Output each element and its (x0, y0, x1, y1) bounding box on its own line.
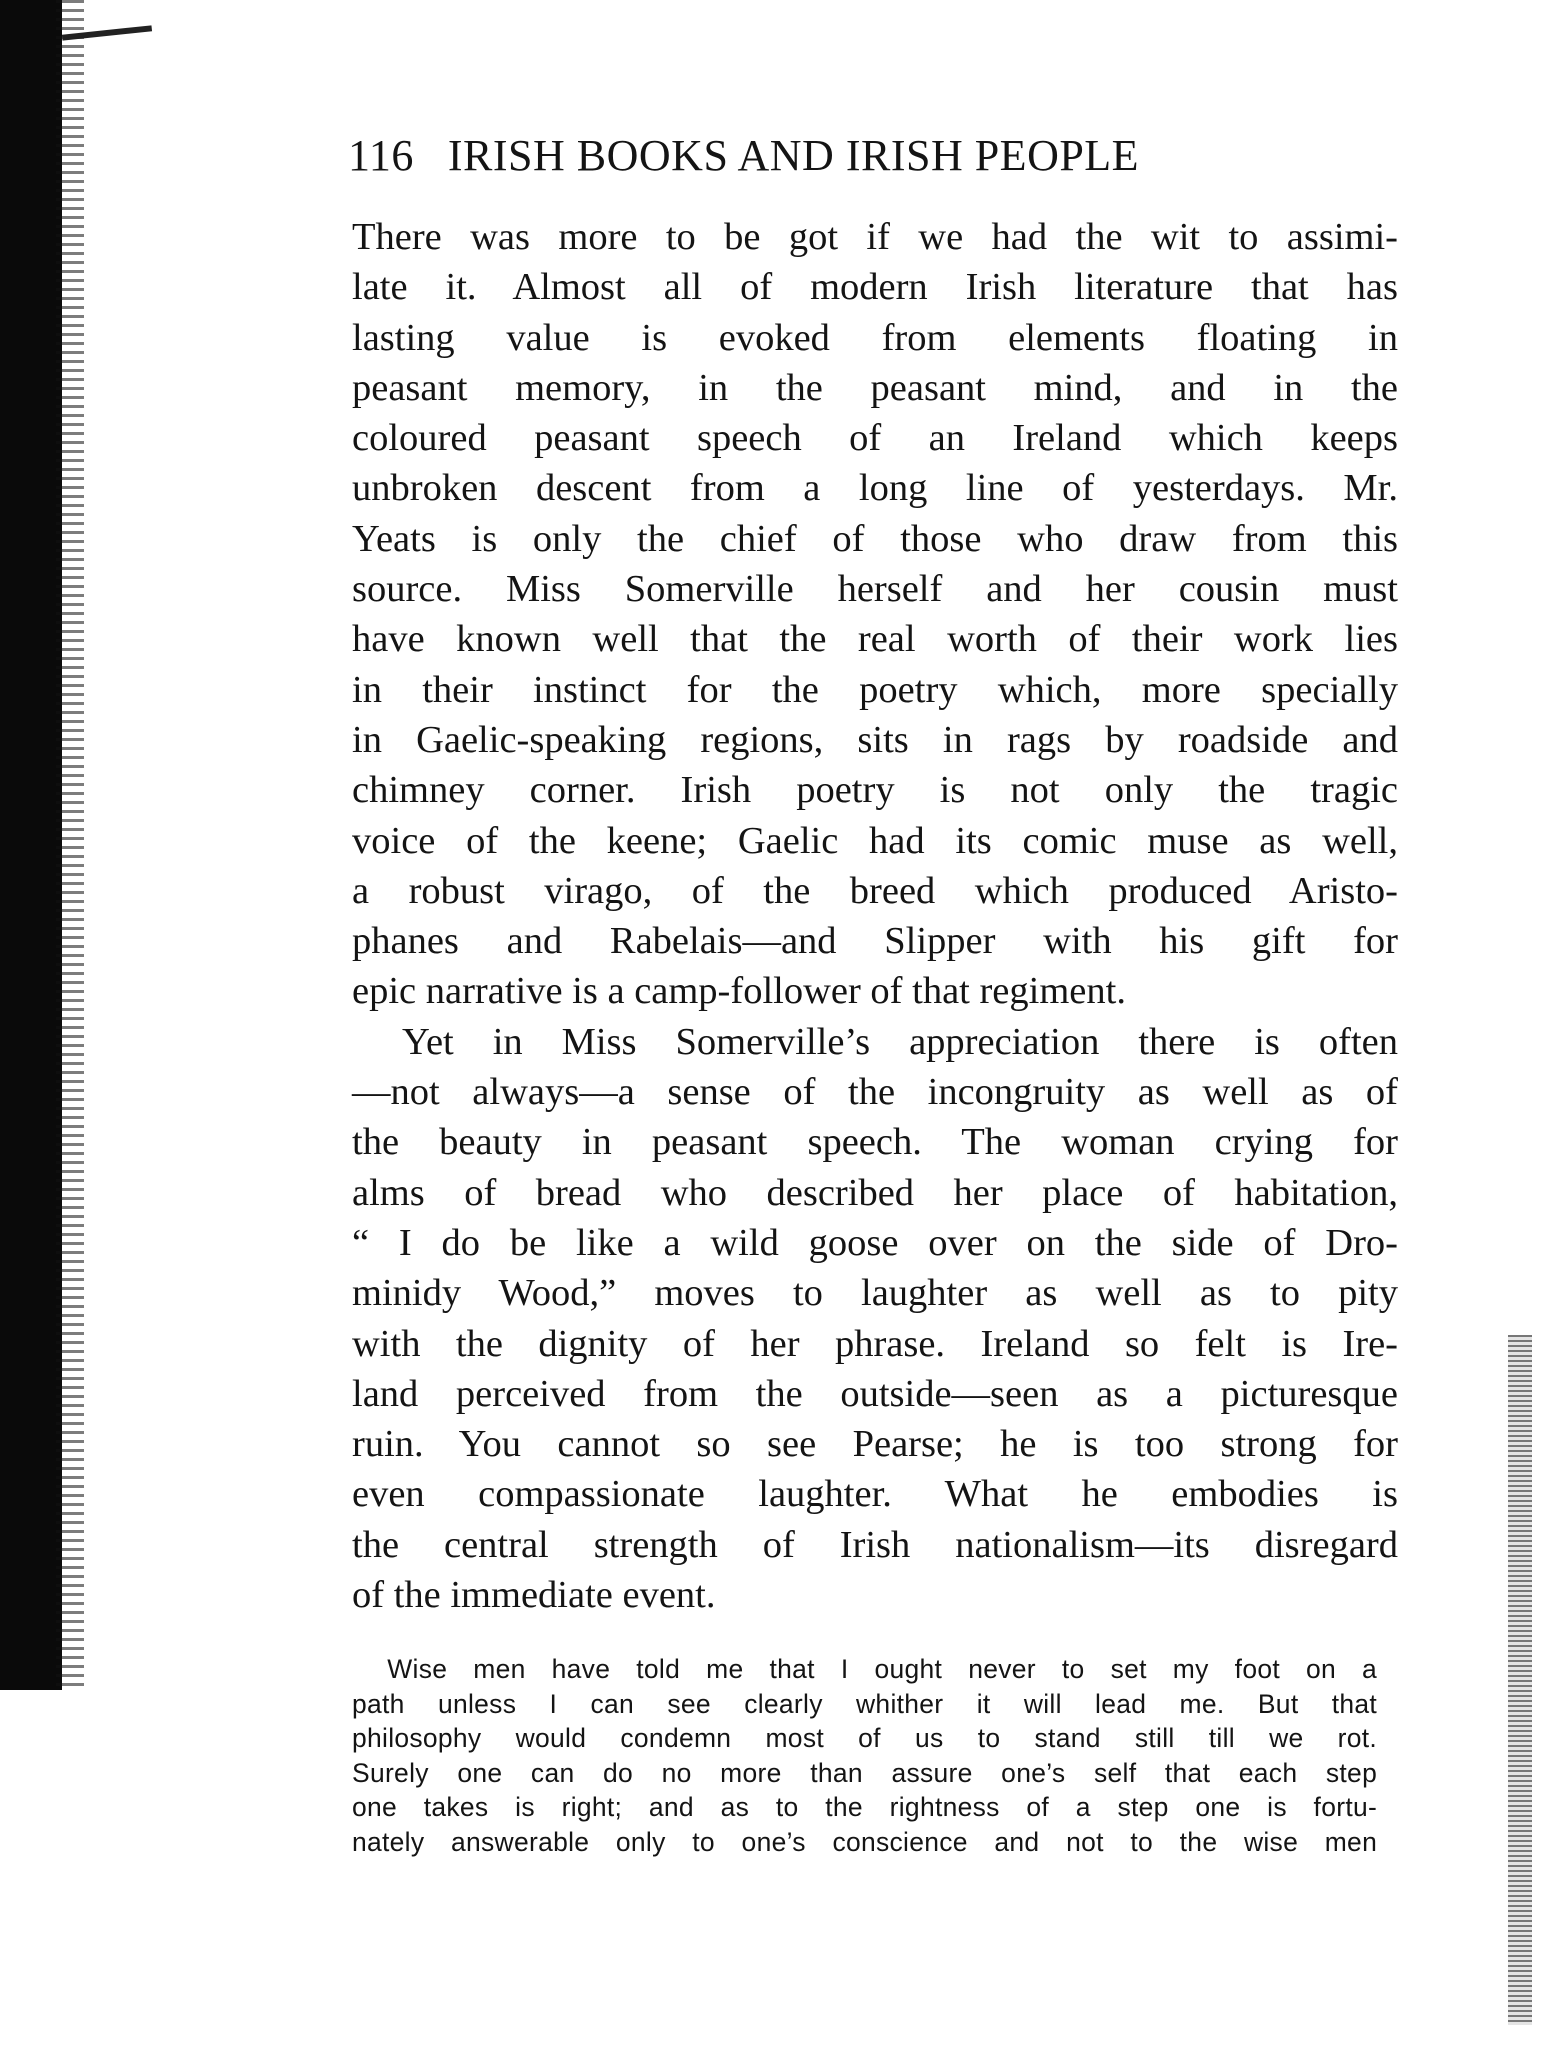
text-line: There was more to be got if we had the wit to assimi- (352, 216, 1398, 258)
quotation-line: one takes is right; and as to the rightness of a step one is fortu- (352, 1792, 1378, 1823)
text-line: in their instinct for the poetry which, more specially (352, 668, 1398, 711)
running-title: IRISH BOOKS AND IRISH PEOPLE (447, 131, 1140, 180)
text-line: coloured peasant speech of an Ireland which keeps (352, 417, 1398, 460)
text-line: peasant memory, in the peasant mind, and in the (352, 366, 1398, 409)
quotation-line: Wise men have told me that I ought never to set my foot on a (387, 1654, 1378, 1684)
text-line: even compassionate laughter. What he embodies is (352, 1473, 1398, 1516)
page-number: 116 (348, 131, 414, 180)
text-line: late it. Almost all of modern Irish literature that has (352, 266, 1398, 309)
text-line: the central strength of Irish nationalism—its disregard (352, 1523, 1398, 1566)
text-line: unbroken descent from a long line of yesterdays. Mr. (352, 467, 1398, 510)
text-line: of the immediate event. (352, 1574, 716, 1617)
text-line: ruin. You cannot so see Pearse; he is too strong for (352, 1423, 1398, 1466)
text-line: voice of the keene; Gaelic had its comic muse as well, (352, 819, 1398, 862)
text-line: “ I do be like a wild goose over on the side of Dro- (352, 1221, 1398, 1264)
text-line: a robust virago, of the breed which produced Aristo- (352, 869, 1398, 912)
text-line: chimney corner. Irish poetry is not only the tragic (352, 769, 1398, 812)
running-header (348, 130, 1139, 181)
text-line: source. Miss Somerville herself and her cousin must (352, 568, 1398, 611)
quotation-line: philosophy would condemn most of us to stand still till we rot. (352, 1723, 1378, 1754)
quotation-line: nately answerable only to one’s conscience and not to the wise men (352, 1826, 1378, 1857)
text-line: epic narrative is a camp-follower of that regiment. (352, 970, 1126, 1013)
quotation-line: Surely one can do no more than assure one’s self that each step (352, 1757, 1378, 1788)
quotation-line: path unless I can see clearly whither it will lead me. But that (352, 1688, 1378, 1719)
text-line: Yet in Miss Somerville’s appreciation there is often (402, 1020, 1398, 1063)
text-line: land perceived from the outside—seen as a picturesque (352, 1372, 1398, 1415)
text-line: phanes and Rabelais—and Slipper with his gift for (352, 920, 1398, 963)
text-line: the beauty in peasant speech. The woman crying for (352, 1121, 1398, 1164)
text-line: have known well that the real worth of their work lies (352, 618, 1398, 661)
text-line: Yeats is only the chief of those who draw from this (352, 517, 1398, 560)
text-line: —not always—a sense of the incongruity as well as of (352, 1071, 1398, 1114)
text-line: with the dignity of her phrase. Ireland so felt is Ire- (352, 1322, 1398, 1365)
text-line: lasting value is evoked from elements floating in (352, 316, 1398, 359)
text-line: minidy Wood,” moves to laughter as well as to pity (352, 1272, 1398, 1315)
text-line: alms of bread who described her place of habitation, (352, 1171, 1398, 1214)
scan-binding-shadow (0, 0, 62, 1690)
body-text (352, 212, 1398, 1620)
text-line: in Gaelic-speaking regions, sits in rags by roadside and (352, 718, 1398, 761)
quotation-block (352, 1652, 1377, 1860)
scan-page-edge (1508, 1335, 1532, 2025)
